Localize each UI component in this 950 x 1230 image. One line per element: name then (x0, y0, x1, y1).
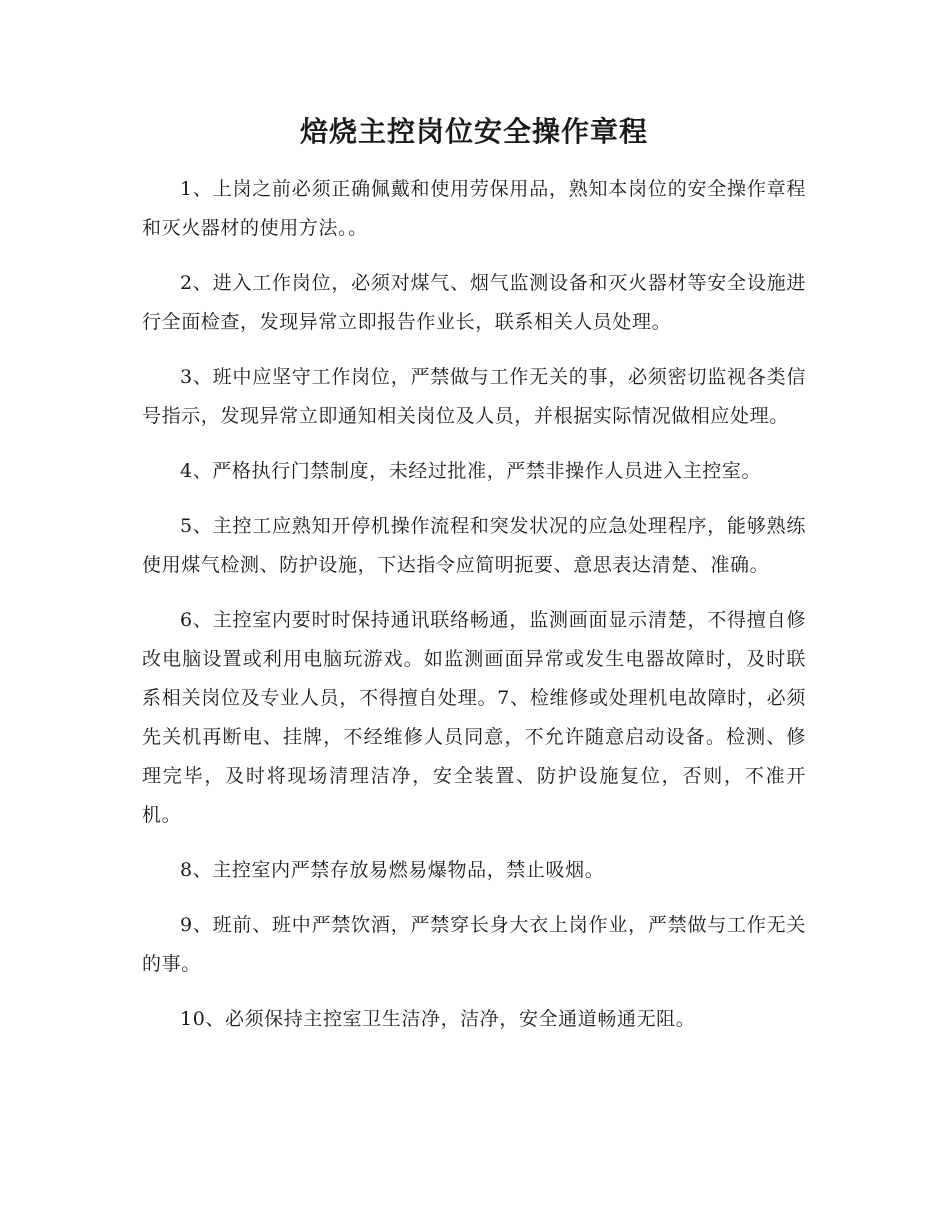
paragraph-2: 2、进入工作岗位，必须对煤气、烟气监测设备和灭火器材等安全设施进行全面检查，发现异常立即报告作业长，联系相关人员处理。 (142, 272, 806, 333)
paragraph-8: 8、主控室内严禁存放易燃易爆物品，禁止吸烟。 (180, 859, 605, 881)
paragraph-5: 5、主控工应熟知开停机操作流程和突发状况的应急处理程序，能够熟练使用煤气检测、防护设施，下达指令应简明扼要、意思表达清楚、准确。 (142, 515, 806, 576)
paragraph-6: 6、主控室内要时时保持通讯联络畅通，监测画面显示清楚，不得擅自修改电脑设置或利用电脑玩游戏。如监测画面异常或发生电器故障时，及时联系相关岗位及专业人员，不得擅自处理。7、检维修或处理机电故障时，必须先关机再断电、挂牌，不经维修人员同意，不允许随意启动设备。检测、修理完毕，及时将现场清理洁净，安全装置、防护设施复位，否则，不准开机。 (142, 609, 806, 826)
paragraph-9: 9、班前、班中严禁饮酒，严禁穿长身大衣上岗作业，严禁做与工作无关的事。 (142, 914, 806, 975)
document-title: 焙烧主控岗位安全操作章程 (299, 115, 648, 148)
paragraph-1: 1、上岗之前必须正确佩戴和使用劳保用品，熟知本岗位的安全操作章程和灭火器材的使用方法。。 (142, 178, 806, 239)
paragraph-10: 10、必须保持主控室卫生洁净，洁净，安全通道畅通无阻。 (180, 1008, 696, 1030)
paragraph-3: 3、班中应坚守工作岗位，严禁做与工作无关的事，必须密切监视各类信号指示，发现异常立即通知相关岗位及人员，并根据实际情况做相应处理。 (142, 366, 806, 427)
document-page (142, 108, 806, 1055)
paragraph-4: 4、严格执行门禁制度，未经过批准，严禁非操作人员进入主控室。 (180, 460, 762, 482)
